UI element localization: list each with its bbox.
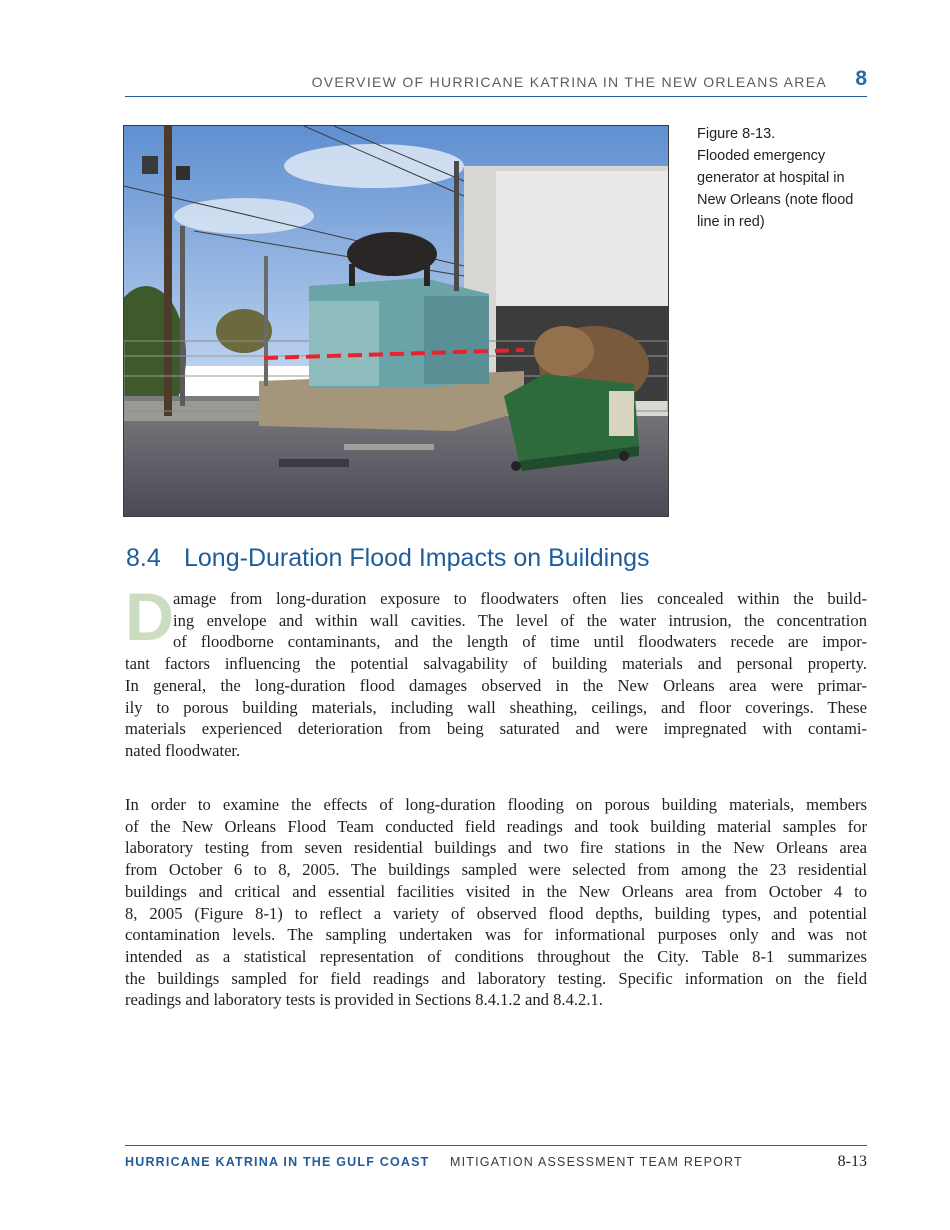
paragraph-line: ily to porous building materials, including wall sheathing, ceilings, and floor coverings. These [125, 697, 867, 717]
caption-line: New Orleans (note flood [697, 192, 854, 208]
paragraph-line: of floodborne contaminants, and the length of time until floodwaters recede are impor- [173, 632, 867, 652]
running-footer [125, 1145, 867, 1176]
paragraph-line: laboratory testing from seven residential buildings and two fire stations in the New Orleans area [125, 838, 867, 858]
caption-line: Flooded emergency [697, 148, 826, 164]
paragraph-line: amage from long-duration exposure to floodwaters often lies concealed within the build- [173, 589, 867, 608]
paragraph-line: intended as a statistical representation of conditions throughout the City. Table 8-1 summarizes [125, 946, 867, 966]
paragraph-line: of the New Orleans Flood Team conducted field readings and took building material samples for [125, 816, 867, 836]
caption-line: line in red) [697, 214, 765, 230]
paragraph-line: In order to examine the effects of long-duration flooding on porous building materials, members [125, 795, 867, 814]
paragraph-line: buildings and critical and essential facilities visited in the New Orleans area from October 4 to [125, 881, 867, 901]
section-heading [126, 544, 866, 573]
paragraph-line: from October 6 to 8, 2005. The buildings sampled were selected from among the 23 residential [125, 860, 867, 880]
paragraph-line: the buildings sampled for field readings and laboratory testing. Specific information on the field [125, 968, 867, 988]
body-paragraph-1 [125, 588, 867, 762]
paragraph-line: 8, 2005 (Figure 8-1) to reflect a variety of observed flood depths, building types, and potential [125, 903, 867, 923]
caption-line: Figure 8-13. [697, 126, 776, 142]
section-title: Long-Duration Flood Impacts on Buildings [184, 544, 650, 572]
body-paragraph-2 [125, 794, 867, 1011]
running-header-title: OVERVIEW OF HURRICANE KATRINA IN THE NEW ORLEANS AREA [311, 74, 827, 90]
footer-publication: HURRICANE KATRINA IN THE GULF COAST [125, 1155, 430, 1169]
figure-photo [123, 125, 669, 517]
running-header [125, 66, 867, 97]
paragraph-line: tant factors influencing the potential salvagability of building materials and personal property. [125, 654, 867, 674]
caption-line: generator at hospital in [697, 170, 845, 186]
drop-cap: D [125, 579, 175, 655]
page-number: 8-13 [837, 1153, 867, 1170]
figure-caption [697, 123, 867, 233]
chapter-number: 8 [855, 67, 867, 90]
paragraph-line: ing envelope and within wall cavities. The level of the water intrusion, the concentration [173, 610, 867, 630]
paragraph-line: readings and laboratory tests is provided in Sections 8.4.1.2 and 8.4.2.1. [125, 990, 603, 1010]
section-number: 8.4 [126, 544, 161, 572]
paragraph-line: materials experienced deterioration from being saturated and were impregnated with contami- [125, 719, 867, 739]
paragraph-line: In general, the long-duration flood damages observed in the New Orleans area were primar- [125, 675, 867, 695]
paragraph-line: contamination levels. The sampling undertaken was for informational purposes only and was not [125, 925, 867, 945]
footer-report-title: MITIGATION ASSESSMENT TEAM REPORT [450, 1155, 743, 1169]
paragraph-line: nated floodwater. [125, 740, 241, 760]
